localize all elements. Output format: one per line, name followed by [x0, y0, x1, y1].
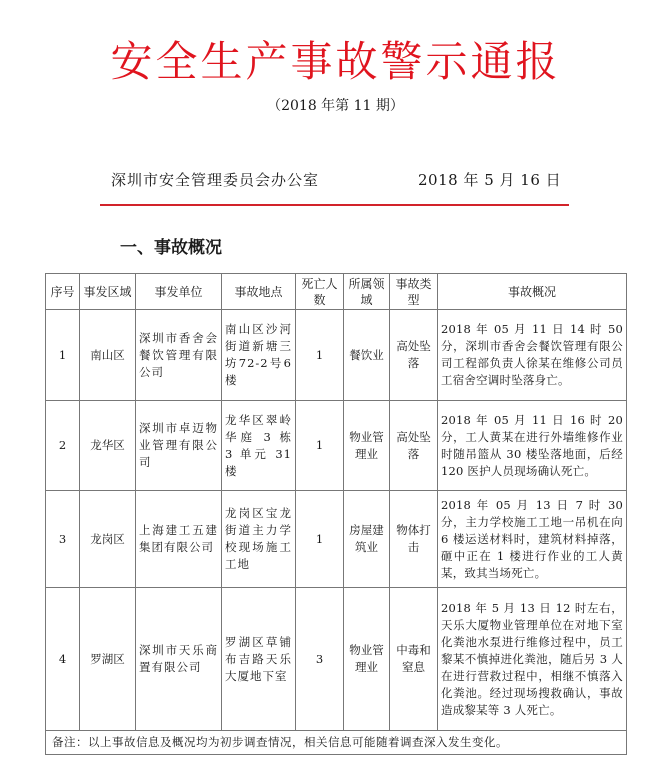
issuing-office: 深圳市安全管理委员会办公室 — [111, 171, 320, 189]
cell-sector: 物业管理业 — [344, 588, 390, 731]
cell-no: 3 — [46, 491, 80, 588]
cell-district: 罗湖区 — [80, 588, 136, 731]
cell-no: 1 — [46, 310, 80, 401]
cell-district: 龙岗区 — [80, 491, 136, 588]
red-divider — [100, 204, 569, 206]
cell-location: 南山区沙河街道新塘三坊72-2号6楼 — [222, 310, 296, 401]
cell-sector: 物业管理业 — [344, 401, 390, 491]
cell-district: 南山区 — [80, 310, 136, 401]
col-header-summary: 事故概况 — [438, 274, 627, 310]
cell-location: 龙岗区宝龙街道主力学校现场施工工地 — [222, 491, 296, 588]
cell-deaths: 1 — [296, 310, 344, 401]
cell-no: 2 — [46, 401, 80, 491]
table-note: 备注：以上事故信息及概况均为初步调查情况，相关信息可能随着调查深入发生变化。 — [46, 731, 627, 755]
cell-summary: 2018 年 05 月 13 日 7 时 30 分，主力学校施工工地一吊机在向 6 楼运送材料时，建筑材料掉落，砸中正在 1 楼进行作业的工人黄某，致其当场死亡。 — [438, 491, 627, 588]
table-row — [46, 491, 627, 588]
table-row — [46, 401, 627, 491]
col-header-deaths: 死亡人数 — [296, 274, 344, 310]
col-header-location: 事故地点 — [222, 274, 296, 310]
cell-sector: 房屋建筑业 — [344, 491, 390, 588]
cell-location: 罗湖区草铺布吉路天乐大厦地下室 — [222, 588, 296, 731]
cell-unit: 深圳市卓迈物业管理有限公司 — [136, 401, 222, 491]
cell-deaths: 3 — [296, 588, 344, 731]
cell-summary: 2018 年 5 月 13 日 12 时左右，天乐大厦物业管理单位在对地下室化粪池水泵进行维修过程中，员工黎某不慎掉进化粪池，随后另 3 人在进行营救过程中，相继不慎落入化粪池。经过现场搜救确认，事故造成黎某等 3 人死亡。 — [438, 588, 627, 731]
document-title: 安全生产事故警示通报 — [110, 37, 561, 86]
issue-date: 2018 年 5 月 16 日 — [418, 171, 562, 189]
col-header-sector: 所属领域 — [344, 274, 390, 310]
col-header-no: 序号 — [46, 274, 80, 310]
cell-type: 高处坠落 — [390, 310, 438, 401]
table-row — [46, 310, 627, 401]
cell-deaths: 1 — [296, 401, 344, 491]
cell-type: 中毒和窒息 — [390, 588, 438, 731]
cell-summary: 2018 年 05 月 11 日 14 时 50 分，深圳市香舍会餐饮管理有限公司工程部负责人徐某在维修公司员工宿舍空调时坠落身亡。 — [438, 310, 627, 401]
issue-number: （2018 年第 11 期） — [267, 98, 404, 114]
col-header-district: 事发区域 — [80, 274, 136, 310]
col-header-unit: 事发单位 — [136, 274, 222, 310]
cell-unit: 上海建工五建集团有限公司 — [136, 491, 222, 588]
section-heading: 一、事故概况 — [120, 238, 222, 258]
cell-sector: 餐饮业 — [344, 310, 390, 401]
col-header-type: 事故类型 — [390, 274, 438, 310]
cell-type: 物体打击 — [390, 491, 438, 588]
cell-unit: 深圳市天乐商置有限公司 — [136, 588, 222, 731]
table-header-row — [46, 274, 627, 310]
table-note-row — [46, 731, 627, 755]
cell-no: 4 — [46, 588, 80, 731]
cell-deaths: 1 — [296, 491, 344, 588]
cell-district: 龙华区 — [80, 401, 136, 491]
cell-unit: 深圳市香舍会餐饮管理有限公司 — [136, 310, 222, 401]
cell-summary: 2018 年 05 月 11 日 16 时 20 分，工人黄某在进行外墙维修作业时随吊篮从 30 楼坠落地面，后经 120 医护人员现场确认死亡。 — [438, 401, 627, 491]
accident-table — [45, 273, 627, 755]
cell-location: 龙华区翠岭华庭 3 栋 3 单元 31 楼 — [222, 401, 296, 491]
table-row — [46, 588, 627, 731]
cell-type: 高处坠落 — [390, 401, 438, 491]
